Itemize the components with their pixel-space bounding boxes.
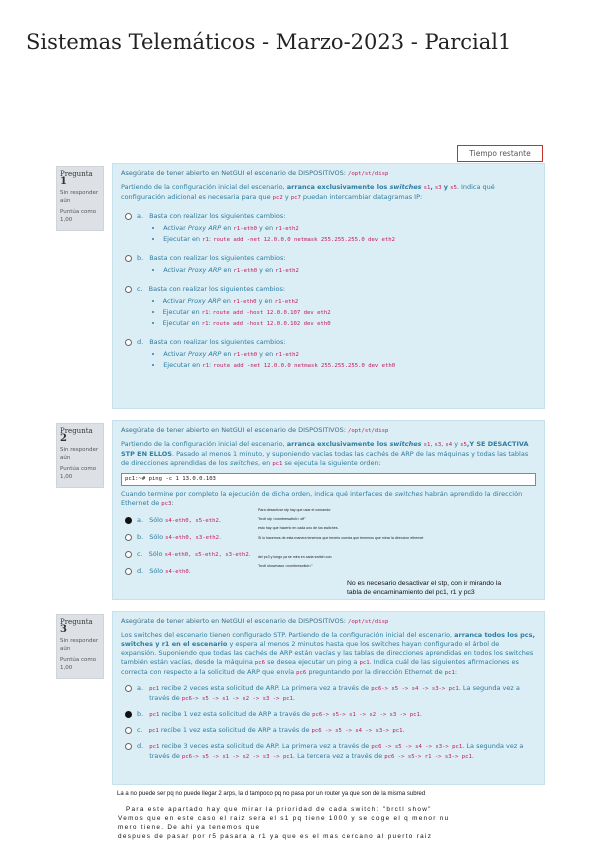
answer-option[interactable] xyxy=(125,550,271,560)
option-post: . xyxy=(219,533,222,541)
option-text-part: . La tercera vez a través de xyxy=(293,752,385,760)
item-mid: en xyxy=(221,266,234,274)
note-root: Vemos que en este caso el raiz sera el s1 pq tiene 1000 y se coge el q menor nu xyxy=(118,815,450,822)
item-code: r1 xyxy=(201,321,209,327)
answer-option[interactable] xyxy=(125,516,271,526)
item-code: route add -net 12.0.0.0 netmask 255.255.255.0 dev eth2 xyxy=(213,237,395,243)
item-code: r1-eth2 xyxy=(275,226,299,232)
item-em: Proxy ARP xyxy=(188,266,222,274)
radio-button[interactable] xyxy=(125,568,132,575)
item-and: y en xyxy=(256,297,275,305)
question-number-label: Pregunta 1 xyxy=(60,170,93,187)
question-context: Asegúrate de tener abierto en NetGUI el escenario de DISPOSITIVOS: /opt/st/disp xyxy=(121,426,389,434)
radio-button[interactable] xyxy=(125,339,132,346)
option-code: pc6-> s5 -> s4 -> s3-> pc1 xyxy=(371,686,459,692)
option-text xyxy=(149,684,536,704)
list-item xyxy=(163,307,536,318)
answer-option[interactable] xyxy=(125,254,536,276)
option-text xyxy=(149,710,536,720)
option-letter: a. xyxy=(137,516,144,524)
option-code: pc6 -> s5 -> s4 -> s3-> pc1 xyxy=(311,728,403,734)
answer-option[interactable] xyxy=(125,533,271,543)
command-box: pc1:~# ping -c 1 13.0.0.103 xyxy=(121,473,536,486)
item-mid: en xyxy=(221,350,234,358)
question-points: Puntúa como 1,00 xyxy=(60,209,97,223)
item-code: r1-eth2 xyxy=(275,268,299,274)
option-code: pc6 -> s5 -> s4 -> s3-> pc1 xyxy=(371,744,463,750)
option-code: pc6 -> s5-> r1 -> s3-> pc1 xyxy=(384,754,472,760)
item-code: r1-eth0 xyxy=(232,299,257,305)
option-text xyxy=(149,285,536,329)
option-code: pc1 xyxy=(148,728,159,734)
option-code: pc1 xyxy=(149,686,160,692)
item-pre: Activar xyxy=(162,297,188,305)
option-label: Basta con realizar los siguientes cambios: xyxy=(149,254,286,262)
item-code: r1 xyxy=(201,310,209,316)
list-item xyxy=(163,234,536,245)
question-number-label: Pregunta 2 xyxy=(60,427,93,444)
question-info-3 xyxy=(56,614,104,679)
option-text-part: . La segunda vez a través de xyxy=(149,684,520,702)
option-letter: c. xyxy=(137,550,143,558)
item-and: : xyxy=(208,319,213,327)
item-code: r1-eth0 xyxy=(233,226,257,232)
annotation-note: Para desactivar stp hay que usar el comando: xyxy=(258,508,332,512)
question-status: Sin responder aún xyxy=(60,638,99,652)
option-list xyxy=(149,223,536,245)
option-code: s4-eth0, s5-eth2, s3-eth2 xyxy=(164,552,249,558)
option-text-part: . La segunda vez a través de xyxy=(149,742,524,760)
answer-option[interactable] xyxy=(125,338,536,371)
item-em: Proxy ARP xyxy=(187,224,222,232)
option-list xyxy=(149,349,536,371)
item-code: route add -net 12.0.0.0 netmask 255.255.255.0 dev eth0 xyxy=(213,363,396,369)
answer-option[interactable] xyxy=(125,726,536,736)
page-title: Sistemas Telemáticos - Marzo-2023 - Parcial1 xyxy=(26,30,512,54)
option-text-part: . xyxy=(402,726,405,734)
item-and: y en xyxy=(257,350,276,358)
question-text: Partiendo de la configuración inicial del escenario, arranca exclusivamente los switches s1, s3, s4 y s5,Y SE DESACTIVA STP EN ELLOS. Pasado al menos 1 minuto, y suponiendo vacías todas las cachés de ARP de las máquinas y todas las tablas de direcciones aprendidas de los switches, en pc1 se ejecuta la siguiente orden: xyxy=(121,440,529,467)
option-pre: Sólo xyxy=(149,533,166,541)
answer-option[interactable] xyxy=(125,285,536,329)
option-code: pc1 xyxy=(149,712,160,718)
option-text-part: recibe 1 vez esta solicitud de ARP a través de xyxy=(158,726,312,734)
option-text xyxy=(149,338,536,371)
option-text xyxy=(149,212,536,245)
item-pre: Activar xyxy=(163,224,188,232)
option-label: Basta con realizar los siguientes cambios: xyxy=(149,212,286,220)
option-code: s4-eth0, s5-eth2 xyxy=(165,518,219,524)
option-code: pc6-> s5 -> s1 -> s2 -> s3 -> pc1 xyxy=(181,754,294,760)
radio-button[interactable] xyxy=(125,743,132,750)
answer-option[interactable] xyxy=(125,742,536,762)
option-list xyxy=(149,265,536,276)
item-em: Proxy ARP xyxy=(188,350,222,358)
option-code: pc1 xyxy=(149,744,160,750)
option-letter: d. xyxy=(137,742,144,750)
item-and: y en xyxy=(256,224,276,232)
item-code: route add -host 12.0.0.107 dev eth2 xyxy=(212,310,331,316)
option-text-part: recibe 3 veces esta solicitud de ARP. La primera vez a través de xyxy=(159,742,372,750)
list-item xyxy=(163,296,536,307)
item-pre: Ejecutar en xyxy=(163,235,203,243)
item-code: r1 xyxy=(202,363,210,369)
question-number-label: Pregunta 3 xyxy=(60,618,93,635)
option-text xyxy=(149,254,536,276)
question-points: Puntúa como 1,00 xyxy=(60,466,97,480)
question-status: Sin responder aún xyxy=(60,190,99,204)
handwritten-note: No es necesario desactivar el stp, con ir mirando la tabla de encaminamiento del pc1, r1 y pc3 xyxy=(347,580,502,596)
answer-option[interactable] xyxy=(125,567,271,577)
option-pre: Sólo xyxy=(149,516,166,524)
option-label: Basta con realizar los siguientes cambios: xyxy=(148,285,286,293)
item-pre: Ejecutar en xyxy=(162,308,202,316)
annotation-note: Si lo hacemos de esta manera tenemos que tenerlo cuenta que tenemos que mirar la direccion ethernet xyxy=(258,536,424,540)
option-text-part: . xyxy=(292,694,295,702)
item-mid: en xyxy=(220,297,233,305)
list-item xyxy=(163,318,536,329)
radio-button[interactable] xyxy=(125,213,132,220)
item-code: r1-eth0 xyxy=(233,268,258,274)
option-text-part: recibe 2 veces esta solicitud de ARP. La primera vez a través de xyxy=(159,684,372,692)
option-pre: Sólo xyxy=(149,567,166,575)
option-text-part: recibe 1 vez esta solicitud de ARP a través de xyxy=(159,710,313,718)
option-letter: a. xyxy=(137,684,144,692)
question-info-2 xyxy=(56,423,104,488)
item-mid: en xyxy=(221,224,234,232)
list-item xyxy=(163,265,536,276)
radio-button[interactable] xyxy=(125,711,132,718)
item-and: : xyxy=(208,308,213,316)
option-list xyxy=(149,296,536,329)
option-text-part: . xyxy=(471,752,474,760)
option-label: Basta con realizar los siguientes cambios: xyxy=(149,338,286,346)
question-context: Asegúrate de tener abierto en NetGUI el escenario de DISPOSITIVOS: /opt/st/disp xyxy=(121,169,389,177)
question-3-box xyxy=(112,611,545,785)
item-code: r1 xyxy=(202,237,209,243)
option-text xyxy=(149,533,271,543)
question-status: Sin responder aún xyxy=(60,447,99,461)
answer-option[interactable] xyxy=(125,212,536,245)
option-letter: d. xyxy=(137,567,144,575)
item-pre: Activar xyxy=(163,350,189,358)
item-code: r1-eth2 xyxy=(274,299,299,305)
radio-button[interactable] xyxy=(125,534,132,541)
answer-option[interactable] xyxy=(125,684,536,704)
question-1-box xyxy=(112,163,545,409)
question-text-2: Cuando termine por completo la ejecución de dicha orden, indica qué interfaces de switches habrán aprendido la dirección Ethernet de pc3: xyxy=(121,490,523,507)
question-points: Puntúa como 1,00 xyxy=(60,657,97,671)
option-text xyxy=(149,567,271,577)
option-letter: b. xyxy=(137,254,144,262)
item-and: : xyxy=(208,235,214,243)
note-answer: La a no puede ser pq no puede llegar 2 arps, la d tampoco pq no pasa por un router ya que son de la misma subred xyxy=(117,791,426,797)
item-em: Proxy ARP xyxy=(187,297,221,305)
item-pre: Ejecutar en xyxy=(163,361,203,369)
option-post: . xyxy=(248,550,251,558)
list-item xyxy=(163,223,536,234)
option-letter: b. xyxy=(137,533,144,541)
radio-button[interactable] xyxy=(125,685,132,692)
option-letter: d. xyxy=(137,338,144,346)
item-pre: Activar xyxy=(163,266,189,274)
annotation-note: "brctl stp <nombreswitch> off" xyxy=(258,517,306,521)
option-letter: c. xyxy=(137,726,143,734)
note-root-2: mero tiene. De ahi ya tenemos que xyxy=(118,824,261,831)
item-and: y en xyxy=(257,266,276,274)
note-path: despues de pasar por r5 pasara a r1 ya que es el mas cercano al puerto raiz xyxy=(118,833,433,840)
note-priority: Para este apartado hay que mirar la prioridad de cada switch: "brctl show" xyxy=(126,806,432,813)
radio-button[interactable] xyxy=(125,727,132,734)
option-post: . xyxy=(188,567,191,575)
option-code: pc6-> s5 -> s1 -> s2 -> s3 -> pc1 xyxy=(181,696,293,702)
option-text xyxy=(149,742,536,762)
option-text xyxy=(149,726,536,736)
option-text-part: . xyxy=(419,710,422,718)
annotation-note: "brctl showmacs <nombreswitch>" xyxy=(258,564,313,568)
option-text xyxy=(149,550,271,560)
question-text: Partiendo de la configuración inicial del escenario, arranca exclusivamente los switches s1, s3 y s5. Indica qué configuración adicional es necesaria para que pc2 y pc7 puedan intercambiar datagramas IP: xyxy=(121,183,495,201)
option-post: . xyxy=(218,516,221,524)
item-code: r1-eth2 xyxy=(275,352,299,358)
item-code: r1-eth0 xyxy=(233,352,258,358)
question-text: Los switches del escenario tienen configurado STP. Partiendo de la configuración inicial del escenario, arranca todos los pcs, switches y r1 en el escenario y espera al menos 2 minutos hasta que los switches hayan configurado el árbol de expansión. Suponiendo que todas las cachés de ARP están vacías y las tablas de direcciones aprendidas en todos los switches también están vacías, desde la máquina pc6 se desea ejecutar un ping a pc1. Indica cuál de las siguientes afirmaciones es correcta con respecto a la solicitud de ARP que envía pc6 preguntando por la dirección Ethernet de pc1: xyxy=(121,631,535,676)
radio-button[interactable] xyxy=(125,286,132,293)
annotation-note: esto hay que hacerlo en cada uno de los switches. xyxy=(258,526,339,530)
radio-button[interactable] xyxy=(125,255,132,262)
radio-button[interactable] xyxy=(125,517,132,524)
option-code: s4-eth0, s3-eth2 xyxy=(165,535,220,541)
annotation-note: del pc3 y luego ya se mira en cada switch con: xyxy=(258,555,333,559)
timer: Tiempo restante xyxy=(457,145,543,162)
item-pre: Ejecutar en xyxy=(162,319,202,327)
option-pre: Sólo xyxy=(148,550,165,558)
option-letter: a. xyxy=(137,212,144,220)
list-item xyxy=(163,360,536,371)
option-code: pc6-> s5-> s1 -> s2 -> s3 -> pc1 xyxy=(312,712,420,718)
option-text xyxy=(149,516,271,526)
option-code: s4-eth0 xyxy=(165,569,189,575)
item-code: route add -host 12.0.0.102 dev eth0 xyxy=(212,321,331,327)
radio-button[interactable] xyxy=(125,551,132,558)
list-item xyxy=(163,349,536,360)
item-and: : xyxy=(209,361,214,369)
question-context: Asegúrate de tener abierto en NetGUI el escenario de DISPOSITIVOS: /opt/st/disp xyxy=(121,617,389,625)
option-letter: b. xyxy=(137,710,144,718)
question-info-1 xyxy=(56,166,104,231)
answer-option[interactable] xyxy=(125,710,536,720)
option-letter: c. xyxy=(137,285,143,293)
